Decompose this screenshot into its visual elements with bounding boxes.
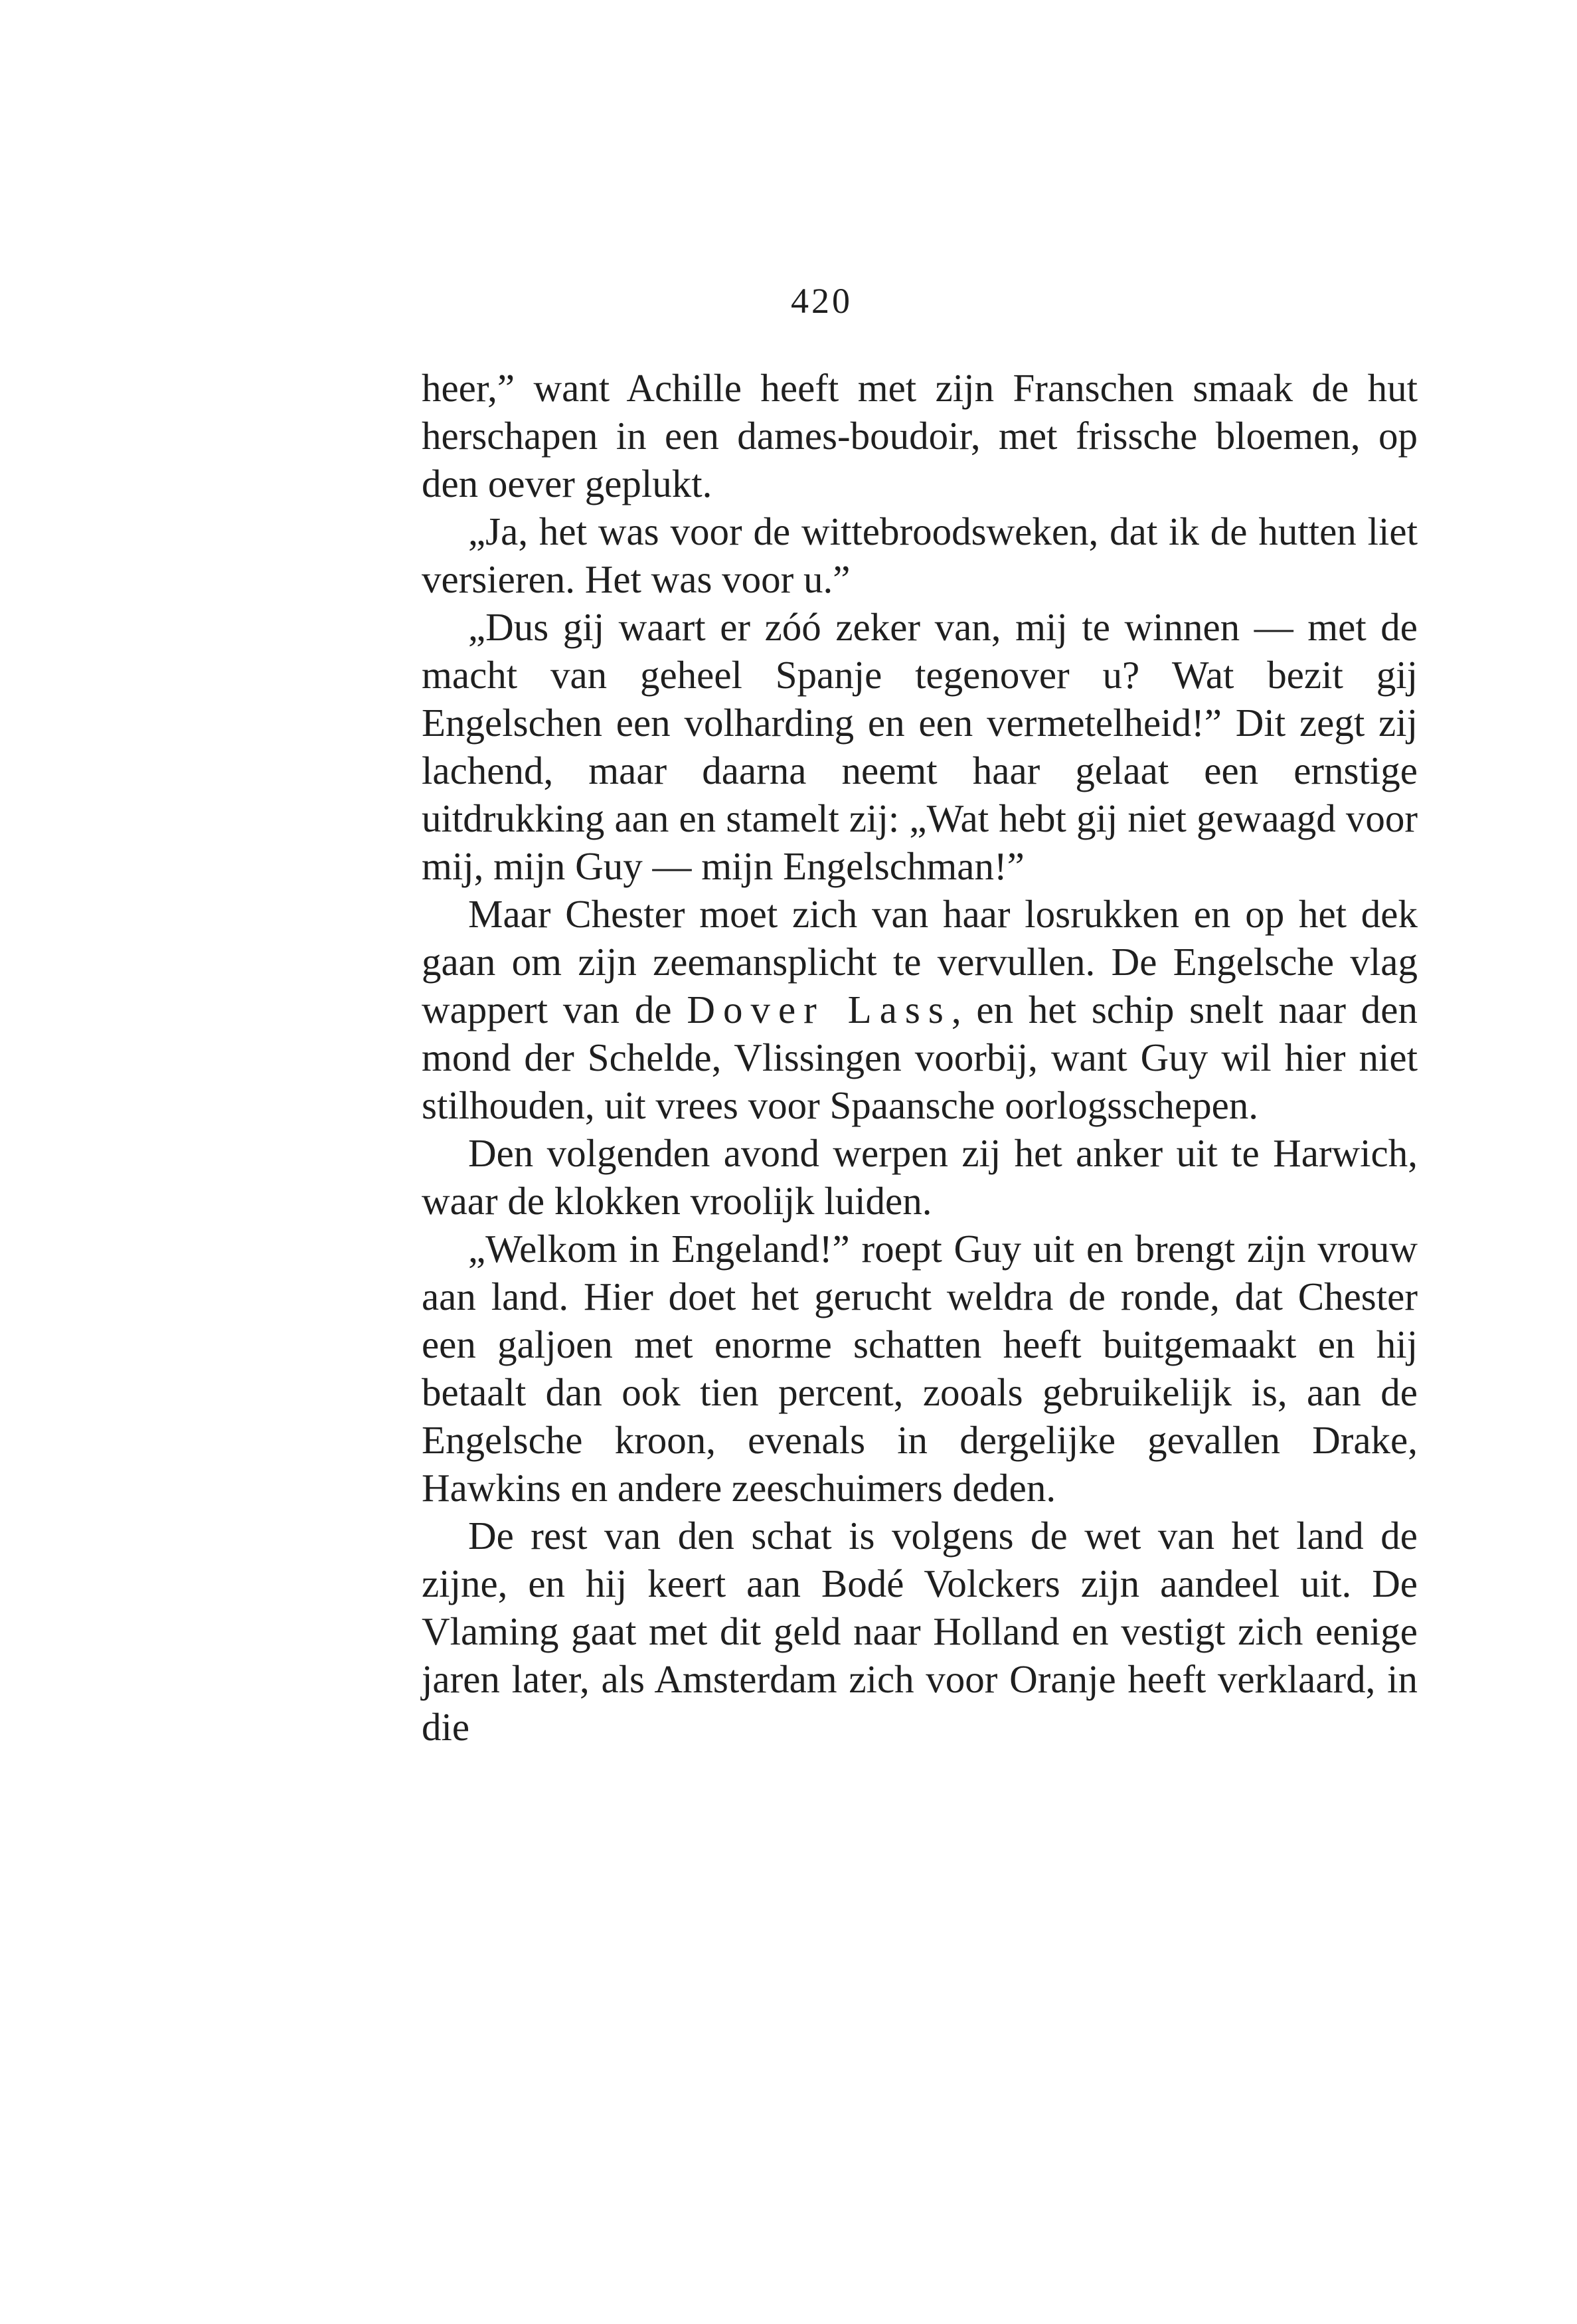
paragraph: „Welkom in Engeland!” roept Guy uit en brengt zijn vrouw aan land. Hier doet het gerucht weldra de ronde, dat Chester een galjoen met enorme schatten heeft buitgemaakt en hij betaalt dan ook tien percent, zooals gebruikelijk is, aan de Engelsche kroon, evenals in dergelijke gevallen Drake, Hawkins en andere zeeschuimers deden.	[422, 1227, 1418, 1510]
ship-name: Dover Lass	[687, 988, 952, 1031]
paragraph-text: Maar Chester moet zich van haar losrukken en op het dek gaan om zijn zeemansplicht te vervullen. De Engelsche vlag wappert van de	[422, 892, 1418, 1031]
body-text	[422, 364, 1418, 1751]
paragraph: „Dus gij waart er zóó zeker van, mij te winnen — met de macht van geheel Spanje tegenover u? Wat bezit gij Engelschen een volharding en een vermetelheid!” Dit zegt zij lachend, maar daarna neemt haar gelaat een ernstige uitdrukking aan en stamelt zij: „Wat hebt gij niet gewaagd voor mij, mijn Guy — mijn Engelschman!”	[422, 605, 1418, 888]
paragraph: „Ja, het was voor de wittebroodsweken, dat ik de hutten liet versieren. Het was voor u.”	[422, 509, 1418, 601]
paragraph-text: , en het schip snelt naar den mond der Schelde, Vlissingen voorbij, want Guy wil hier niet stilhouden, uit vrees voor Spaansche oorlogsschepen.	[422, 988, 1418, 1127]
paragraph: heer,” want Achille heeft met zijn Franschen smaak de hut herschapen in een dames-boudoir, met frissche bloemen, op den oever geplukt.	[422, 366, 1418, 505]
page-number: 420	[791, 281, 853, 321]
paragraph: Den volgenden avond werpen zij het anker uit te Harwich, waar de klokken vroolijk luiden.	[422, 1131, 1418, 1223]
paragraph	[422, 890, 1418, 1129]
paragraph: De rest van den schat is volgens de wet van het land de zijne, en hij keert aan Bodé Volckers zijn aandeel uit. De Vlaming gaat met dit geld naar Holland en vestigt zich eenige jaren later, als Amsterdam zich voor Oranje heeft verklaard, in die	[422, 1514, 1418, 1749]
